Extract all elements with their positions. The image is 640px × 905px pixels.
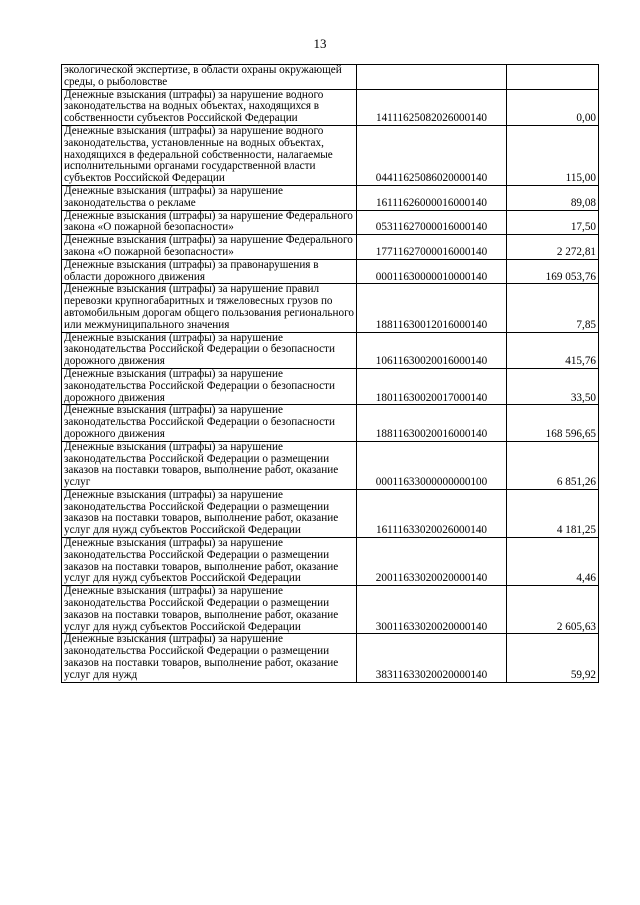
- table-row: [62, 538, 599, 586]
- row-name-cell: Денежные взыскания (штрафы) за нарушение Федерального закона «О пожарной безопасности»: [62, 235, 357, 260]
- row-name-cell: Денежные взыскания (штрафы) за нарушение законодательства Российской Федерации о размещении заказов на поставки товаров, выполнение работ, оказание услуг для нужд субъектов Российской Федерации: [62, 586, 357, 634]
- row-name-cell: Денежные взыскания (штрафы) за нарушение законодательства Российской Федерации о размещении заказов на поставки товаров, выполнение работ, оказание услуг для нужд субъектов Российской Федерации: [62, 538, 357, 586]
- table-row: [62, 284, 599, 332]
- row-name-cell: Денежные взыскания (штрафы) за нарушение водного законодательства, установленные на водных объектах, находящихся в федеральной собственности, налагаемые исполнительными органами государственной власти субъектов Российской Федерации: [62, 125, 357, 185]
- row-code-cell: 14111625082026000140: [357, 89, 507, 125]
- table-row: [62, 210, 599, 235]
- row-amount-cell: 2 272,81: [507, 235, 599, 260]
- row-amount-cell: 33,50: [507, 368, 599, 404]
- row-name-cell: Денежные взыскания (штрафы) за нарушение водного законодательства на водных объектах, находящихся в собственности субъектов Российской Федерации: [62, 89, 357, 125]
- row-name-cell: Денежные взыскания (штрафы) за нарушение правил перевозки крупногабаритных и тяжеловесных грузов по автомобильным дорогам общего пользования регионального или межмуниципального значения: [62, 284, 357, 332]
- table-row: [62, 65, 599, 90]
- row-code-cell: 04411625086020000140: [357, 125, 507, 185]
- row-code-cell: 16111626000016000140: [357, 185, 507, 210]
- table-row: [62, 235, 599, 260]
- row-name-cell: Денежные взыскания (штрафы) за нарушение законодательства Российской Федерации о безопасности дорожного движения: [62, 368, 357, 404]
- row-amount-cell: 7,85: [507, 284, 599, 332]
- table-row: [62, 259, 599, 284]
- row-code-cell: 18011630020017000140: [357, 368, 507, 404]
- row-amount-cell: 59,92: [507, 634, 599, 682]
- row-name-cell: Денежные взыскания (штрафы) за нарушение законодательства о рекламе: [62, 185, 357, 210]
- row-code-cell: 18811630020016000140: [357, 405, 507, 441]
- table-row: [62, 332, 599, 368]
- row-code-cell: 18811630012016000140: [357, 284, 507, 332]
- table-row: [62, 441, 599, 489]
- table-row: [62, 185, 599, 210]
- row-name-cell: Денежные взыскания (штрафы) за нарушение законодательства Российской Федерации о размещении заказов на поставки товаров, выполнение работ, оказание услуг для нужд субъектов Российской Федерации: [62, 489, 357, 537]
- row-name-cell: Денежные взыскания (штрафы) за нарушение законодательства Российской Федерации о безопасности дорожного движения: [62, 405, 357, 441]
- row-code-cell: 20011633020020000140: [357, 538, 507, 586]
- row-code-cell: 10611630020016000140: [357, 332, 507, 368]
- row-amount-cell: 89,08: [507, 185, 599, 210]
- row-name-cell: экологической экспертизе, в области охраны окружающей среды, о рыболовстве: [62, 65, 357, 90]
- table-row: [62, 368, 599, 404]
- row-name-cell: Денежные взыскания (штрафы) за нарушение законодательства Российской Федерации о размещении заказов на поставки товаров, выполнение работ, оказание услуг для нужд: [62, 634, 357, 682]
- table-row: [62, 89, 599, 125]
- row-amount-cell: 0,00: [507, 89, 599, 125]
- page-number: 13: [313, 36, 327, 51]
- table-row: [62, 489, 599, 537]
- row-amount-cell: 17,50: [507, 210, 599, 235]
- row-amount-cell: 168 596,65: [507, 405, 599, 441]
- table-row: [62, 586, 599, 634]
- row-amount-cell: 4,46: [507, 538, 599, 586]
- row-amount-cell: [507, 65, 599, 90]
- row-amount-cell: 169 053,76: [507, 259, 599, 284]
- row-amount-cell: 115,00: [507, 125, 599, 185]
- table-body: [62, 65, 599, 683]
- row-code-cell: 17711627000016000140: [357, 235, 507, 260]
- row-code-cell: 30011633020020000140: [357, 586, 507, 634]
- row-amount-cell: 2 605,63: [507, 586, 599, 634]
- row-name-cell: Денежные взыскания (штрафы) за правонарушения в области дорожного движения: [62, 259, 357, 284]
- row-code-cell: 00011630000010000140: [357, 259, 507, 284]
- row-code-cell: 16111633020026000140: [357, 489, 507, 537]
- row-name-cell: Денежные взыскания (штрафы) за нарушение законодательства Российской Федерации о размещении заказов на поставки товаров, выполнение работ, оказание услуг: [62, 441, 357, 489]
- revenue-table: [61, 64, 599, 683]
- row-amount-cell: 4 181,25: [507, 489, 599, 537]
- row-code-cell: 00011633000000000100: [357, 441, 507, 489]
- table-row: [62, 405, 599, 441]
- table-row: [62, 634, 599, 682]
- row-amount-cell: 6 851,26: [507, 441, 599, 489]
- table-row: [62, 125, 599, 185]
- row-name-cell: Денежные взыскания (штрафы) за нарушение Федерального закона «О пожарной безопасности»: [62, 210, 357, 235]
- row-code-cell: 05311627000016000140: [357, 210, 507, 235]
- row-code-cell: [357, 65, 507, 90]
- row-code-cell: 38311633020020000140: [357, 634, 507, 682]
- row-amount-cell: 415,76: [507, 332, 599, 368]
- row-name-cell: Денежные взыскания (штрафы) за нарушение законодательства Российской Федерации о безопасности дорожного движения: [62, 332, 357, 368]
